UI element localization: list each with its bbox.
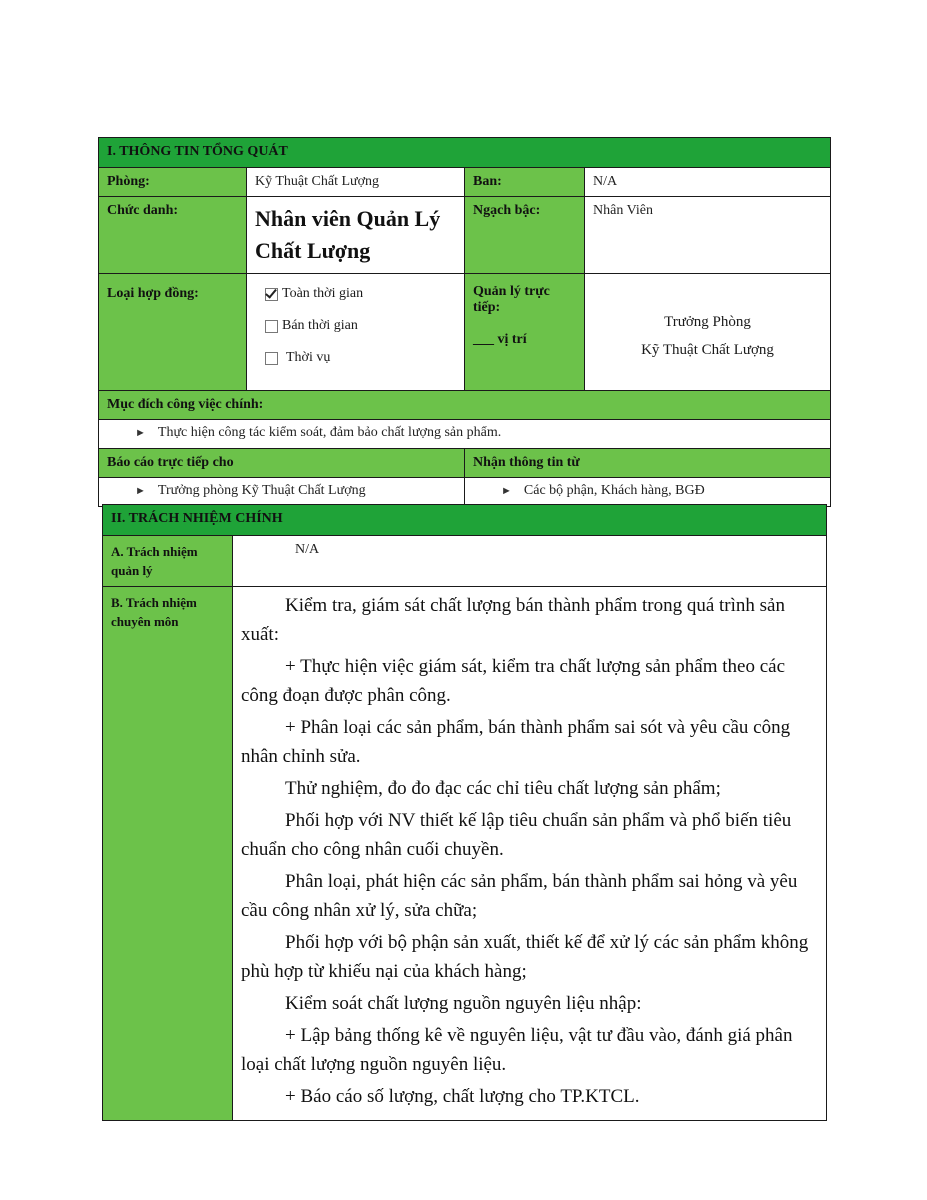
nhan-tin-value [465,478,831,507]
quan-ly-value-line2: Kỹ Thuật Chất Lượng [641,342,774,358]
general-info-table [98,137,831,507]
ban-label: Ban: [465,168,585,197]
a-value: N/A [233,536,827,587]
bao-cao-label: Báo cáo trực tiếp cho [99,449,465,478]
chuc-danh-value: Nhân viên Quản Lý Chất Lượng [247,197,465,274]
contract-option-full-time[interactable] [265,286,456,302]
loai-hop-dong-label: Loại hợp đồng: [99,274,247,391]
ban-value: N/A [585,168,831,197]
checkbox-checked-icon[interactable] [265,288,278,301]
bullet-arrow-icon: ► [135,427,146,439]
phong-value: Kỹ Thuật Chất Lượng [247,168,465,197]
responsibilities-table [102,504,827,1121]
chuc-danh-label: Chức danh: [99,197,247,274]
muc-dich-value [99,420,831,449]
contract-options [247,274,465,391]
b-paragraph: Thử nghiệm, đo đo đạc các chỉ tiêu chất lượng sản phẩm; [285,778,721,799]
quan-ly-cell [465,274,585,391]
contract-option-part-time[interactable] [265,318,456,334]
muc-dich-text: Thực hiện công tác kiểm soát, đảm bảo chất lượng sản phẩm. [157,425,502,440]
muc-dich-label: Mục đích công việc chính: [99,391,831,420]
bullet-arrow-icon: ► [501,485,512,497]
quan-ly-value-line1: Trưởng Phòng [664,314,751,330]
ngach-bac-value: Nhân Viên [585,197,831,274]
b-paragraph: + Báo cáo số lượng, chất lượng cho TP.KTCL. [285,1086,640,1107]
b-paragraph: Phối hợp với bộ phận sản xuất, thiết kế để xử lý các sản phẩm không phù hợp từ khiếu nại của khách hàng; [241,932,809,982]
nhan-tin-text: Các bộ phận, Khách hàng, BGĐ [523,483,705,498]
quan-ly-label: Quản lý trực tiếp: [473,284,550,315]
b-paragraph: + Thực hiện việc giám sát, kiểm tra chất lượng sản phẩm theo các công đoạn được phân công. [241,656,786,706]
nhan-tin-label: Nhận thông tin từ [465,449,831,478]
contract-option-label: Toàn thời gian [282,286,364,301]
vi-tri-label: ___ vị trí [473,332,527,347]
contract-option-label: Thời vụ [286,350,331,365]
b-paragraph: Kiểm soát chất lượng nguồn nguyên liệu nhập: [285,993,642,1014]
b-paragraph: + Lập bảng thống kê về nguyên liệu, vật tư đầu vào, đánh giá phân loại chất lượng nguồn nguyên liệu. [241,1025,793,1075]
checkbox-empty-icon[interactable] [265,320,278,333]
contract-option-seasonal[interactable] [265,350,456,366]
ngach-bac-label: Ngạch bậc: [465,197,585,274]
b-paragraph: Phân loại, phát hiện các sản phẩm, bán thành phẩm sai hỏng và yêu cầu công nhân xử lý, sửa chữa; [241,871,798,921]
section1-title: I. THÔNG TIN TỔNG QUÁT [99,138,831,168]
bullet-arrow-icon: ► [135,485,146,497]
a-label: A. Trách nhiệm quản lý [103,536,233,587]
b-paragraph: Phối hợp với NV thiết kế lập tiêu chuẩn sản phẩm và phổ biến tiêu chuẩn cho công nhân cuối chuyền. [241,810,792,860]
b-paragraph: + Phân loại các sản phẩm, bán thành phẩm sai sót và yêu cầu công nhân chỉnh sửa. [241,717,791,767]
section2-title: II. TRÁCH NHIỆM CHÍNH [103,505,827,536]
phong-label: Phòng: [99,168,247,197]
bao-cao-value [99,478,465,507]
b-content [233,587,827,1121]
checkbox-empty-icon[interactable] [265,352,278,365]
b-label: B. Trách nhiệm chuyên môn [103,587,233,1121]
quan-ly-value [585,274,831,391]
contract-option-label: Bán thời gian [282,318,358,333]
bao-cao-text: Trưởng phòng Kỹ Thuật Chất Lượng [157,483,366,498]
b-paragraph: Kiểm tra, giám sát chất lượng bán thành phẩm trong quá trình sản xuất: [241,595,785,645]
